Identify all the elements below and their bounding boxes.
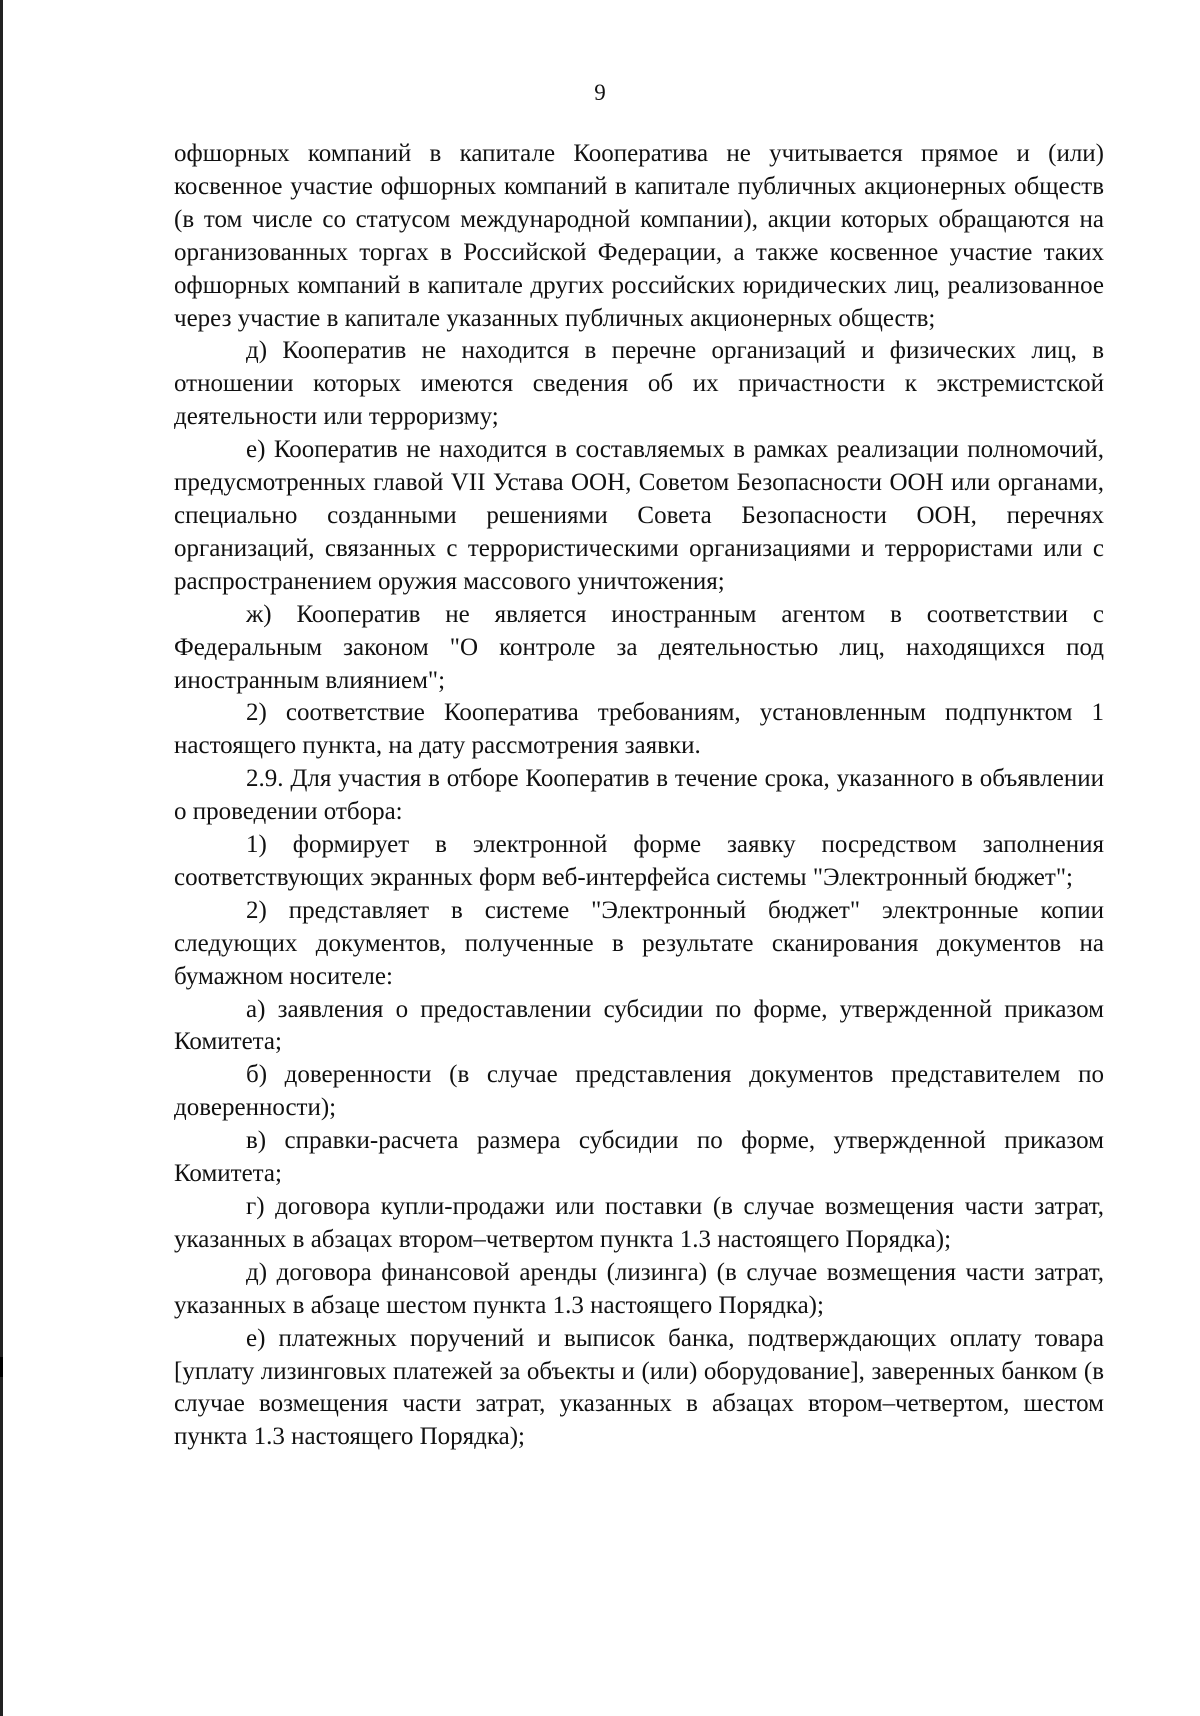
paragraph-section-2-9: 2.9. Для участия в отборе Кооператив в течение срока, указанного в объявлении о проведении отбора: bbox=[174, 765, 1104, 826]
paragraph-item-d-extremism: д) Кооператив не находится в перечне организаций и физических лиц, в отношении которых имеются сведения об их причастности к экстремистской деятельности или терроризму; bbox=[174, 337, 1104, 431]
paragraph-doc-a-application: а) заявления о предоставлении субсидии по форме, утвержденной приказом Комитета; bbox=[174, 995, 1104, 1056]
paragraph-doc-g-purchase-contract: г) договора купли-продажи или поставки (в случае возмещения части затрат, указанных в абзацах втором–четвертом пункта 1.3 настоящего Порядка); bbox=[174, 1193, 1104, 1253]
paragraph-item-2-compliance: 2) соответствие Кооператива требованиям, установленным подпунктом 1 настоящего пункта, на дату рассмотрения заявки. bbox=[174, 699, 1104, 760]
paragraph-item-e-un-lists: е) Кооператив не находится в составляемых в рамках реализации полномочий, предусмотренных главой VII Устава ООН, Советом Безопасности ООН или органами, специально созданными решениями Совета Безопасности ООН, перечнях организаций, связанных с террористическими организациями и террористами или с распространением оружия массового уничтожения; bbox=[174, 436, 1104, 595]
paragraph-2-9-item-1: 1) формирует в электронной форме заявку посредством заполнения соответствующих экранных форм веб-интерфейса системы "Электронный бюджет"; bbox=[174, 831, 1104, 891]
paragraph-item-zh-foreign-agent: ж) Кооператив не является иностранным агентом в соответствии с Федеральным законом "О контроле за деятельностью лиц, находящихся под иностранным влиянием"; bbox=[174, 600, 1104, 694]
page-edge-line bbox=[0, 0, 3, 1716]
document-body bbox=[174, 138, 1104, 1454]
paragraph-2-9-item-2: 2) представляет в системе "Электронный бюджет" электронные копии следующих документов, полученные в результате сканирования документов на бумажном носителе: bbox=[174, 896, 1104, 990]
paragraph-doc-e-payment-orders: е) платежных поручений и выписок банка, подтверждающих оплату товара [уплату лизинговых платежей за объекты и (или) оборудование], заверенных банком (в случае возмещения части затрат, указанных в абзацах втором–четвертом, шестом пункта 1.3 настоящего Порядка); bbox=[174, 1324, 1104, 1451]
paragraph-doc-d-leasing-contract: д) договора финансовой аренды (лизинга) (в случае возмещения части затрат, указанных в абзаце шестом пункта 1.3 настоящего Порядка); bbox=[174, 1258, 1104, 1319]
paragraph-doc-b-power-of-attorney: б) доверенности (в случае представления документов представителем по доверенности); bbox=[174, 1061, 1104, 1122]
page-edge-mark bbox=[0, 1357, 3, 1377]
page-number: 9 bbox=[594, 80, 606, 105]
paragraph-doc-v-calculation: в) справки-расчета размера субсидии по форме, утвержденной приказом Комитета; bbox=[174, 1127, 1104, 1188]
paragraph-offshore-continuation: офшорных компаний в капитале Кооператива не учитывается прямое и (или) косвенное участие офшорных компаний в капитале публичных акционерных обществ (в том числе со статусом международной компании), акции которых обращаются на организованных торгах в Российской Федерации, а также косвенное участие таких офшорных компаний в капитале других российских юридических лиц, реализованное через участие в капитале указанных публичных акционерных обществ; bbox=[174, 140, 1104, 332]
